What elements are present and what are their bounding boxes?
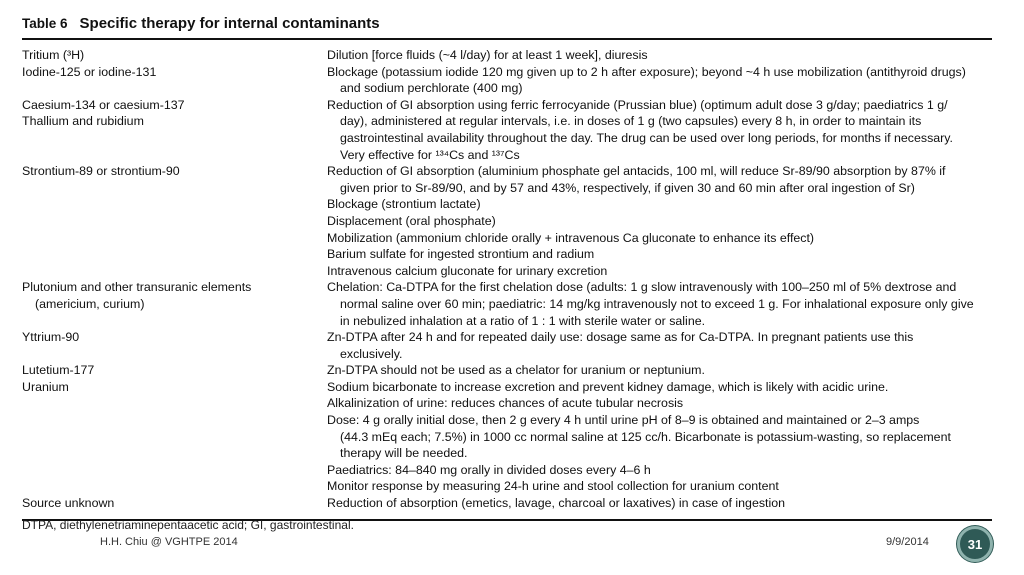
therapy-text: in nebulized inhalation at a ratio of 1 : 1 with sterile water or saline. bbox=[340, 313, 706, 328]
therapy-text: given prior to Sr-89/90, and by 57 and 43%, respectively, if given 30 and 60 min after oral ingestion of Sr) bbox=[340, 180, 915, 195]
therapy-text: normal saline over 60 min; paediatric: 14 mg/kg intravenously not to exceed 1 g. For inhalational exposure only give bbox=[340, 296, 974, 311]
therapy-text: exclusively. bbox=[340, 346, 403, 361]
therapy-text: Very effective for ¹³⁴Cs and ¹³⁷Cs bbox=[340, 147, 520, 162]
therapy-text: Monitor response by measuring 24-h urine and stool collection for uranium content bbox=[327, 479, 779, 494]
therapy-text: and sodium perchlorate (400 mg) bbox=[340, 81, 523, 96]
therapy-text: Barium sulfate for ingested strontium and radium bbox=[327, 247, 595, 262]
table-row bbox=[22, 329, 992, 362]
contaminant-name: (americium, curium) bbox=[35, 296, 145, 311]
footnote-text: DTPA, diethylenetriaminepentaacetic acid; GI, gastrointestinal. bbox=[22, 518, 354, 532]
table-row bbox=[22, 47, 992, 97]
therapy-text: Blockage (strontium lactate) bbox=[327, 197, 481, 212]
table-row bbox=[22, 362, 992, 495]
contaminant-name: Source unknown bbox=[22, 496, 115, 511]
therapy-text: Dose: 4 g orally initial dose, then 2 g every 4 h until urine pH of 8–9 is obtained and maintained or 2–3 amps bbox=[327, 413, 920, 428]
therapy-text: Mobilization (ammonium chloride orally + intravenous Ca gluconate to enhance its effect) bbox=[327, 230, 815, 245]
therapy-text: Blockage (potassium iodide 120 mg given up to 2 h after exposure); beyond ~4 h use mobilization (antithyroid drugs) bbox=[327, 64, 966, 79]
contaminant-name: Uranium bbox=[22, 379, 69, 394]
table-title bbox=[22, 15, 380, 32]
contaminant-name: Strontium-89 or strontium-90 bbox=[22, 164, 180, 179]
therapy-text: Displacement (oral phosphate) bbox=[327, 213, 496, 228]
contaminant-name: Caesium-134 or caesium-137 bbox=[22, 97, 185, 112]
contaminant-name: Tritium (³H) bbox=[22, 48, 85, 62]
contaminant-name: Thallium and rubidium bbox=[22, 114, 144, 129]
table-row bbox=[22, 495, 992, 512]
therapy-text: Intravenous calcium gluconate for urinary excretion bbox=[327, 263, 608, 278]
top-rule bbox=[22, 38, 992, 40]
table-number: Table 6 bbox=[22, 16, 68, 31]
table-row bbox=[22, 97, 992, 163]
page-number: 31 bbox=[967, 536, 983, 552]
therapy-table bbox=[22, 47, 992, 512]
cropped-footnote bbox=[22, 518, 422, 532]
table-title-text: Specific therapy for internal contaminants bbox=[79, 15, 380, 32]
therapy-text: Sodium bicarbonate to increase excretion and prevent kidney damage, which is likely with acidic urine. bbox=[327, 379, 889, 394]
therapy-text: therapy will be needed. bbox=[340, 446, 468, 461]
therapy-text: Paediatrics: 84–840 mg orally in divided doses every 4–6 h bbox=[327, 462, 651, 477]
therapy-text: (44.3 mEq each; 7.5%) in 1000 cc normal saline at 125 cc/h. Bicarbonate is potassium-wasting, so replacement bbox=[340, 429, 951, 444]
contaminant-name: Iodine-125 or iodine-131 bbox=[22, 64, 157, 79]
therapy-text: Dilution [force fluids (~4 l/day) for at least 1 week], diuresis bbox=[327, 48, 648, 62]
footer-date: 9/9/2014 bbox=[886, 536, 929, 548]
contaminant-name: Plutonium and other transuranic elements bbox=[22, 280, 252, 295]
therapy-text: Zn-DTPA after 24 h and for repeated daily use: dosage same as for Ca-DTPA. In pregnant patients use this bbox=[327, 330, 914, 345]
contaminant-name: Yttrium-90 bbox=[22, 330, 80, 345]
table-row bbox=[22, 279, 992, 329]
contaminant-name: Lutetium-177 bbox=[22, 363, 95, 378]
footer-author: H.H. Chiu @ VGHTPE 2014 bbox=[100, 536, 238, 548]
therapy-text: day), administered at regular intervals, i.e. in doses of 1 g (two capsules) every 8 h, in order to maintain its bbox=[340, 114, 922, 129]
therapy-text: Reduction of GI absorption using ferric ferrocyanide (Prussian blue) (optimum adult dose 3 g/day; paediatrics 1 g/ bbox=[327, 97, 948, 112]
therapy-text: Reduction of GI absorption (aluminium phosphate gel antacids, 100 ml, will reduce Sr-89/90 absorption by 87% if bbox=[327, 164, 946, 179]
therapy-text: Alkalinization of urine: reduces chances of acute tubular necrosis bbox=[327, 396, 684, 411]
therapy-text: Chelation: Ca-DTPA for the first chelation dose (adults: 1 g slow intravenously with 100–250 ml of 5% dextrose and bbox=[327, 280, 957, 295]
page-number-badge bbox=[957, 526, 993, 562]
therapy-text: Zn-DTPA should not be used as a chelator for uranium or neptunium. bbox=[327, 363, 705, 378]
therapy-text: gastrointestinal availability throughout the day. The drug can be used over long periods, for months if necessary. bbox=[340, 130, 954, 145]
table-row bbox=[22, 163, 992, 279]
therapy-text: Reduction of absorption (emetics, lavage, charcoal or laxatives) in case of ingestion bbox=[327, 496, 786, 511]
